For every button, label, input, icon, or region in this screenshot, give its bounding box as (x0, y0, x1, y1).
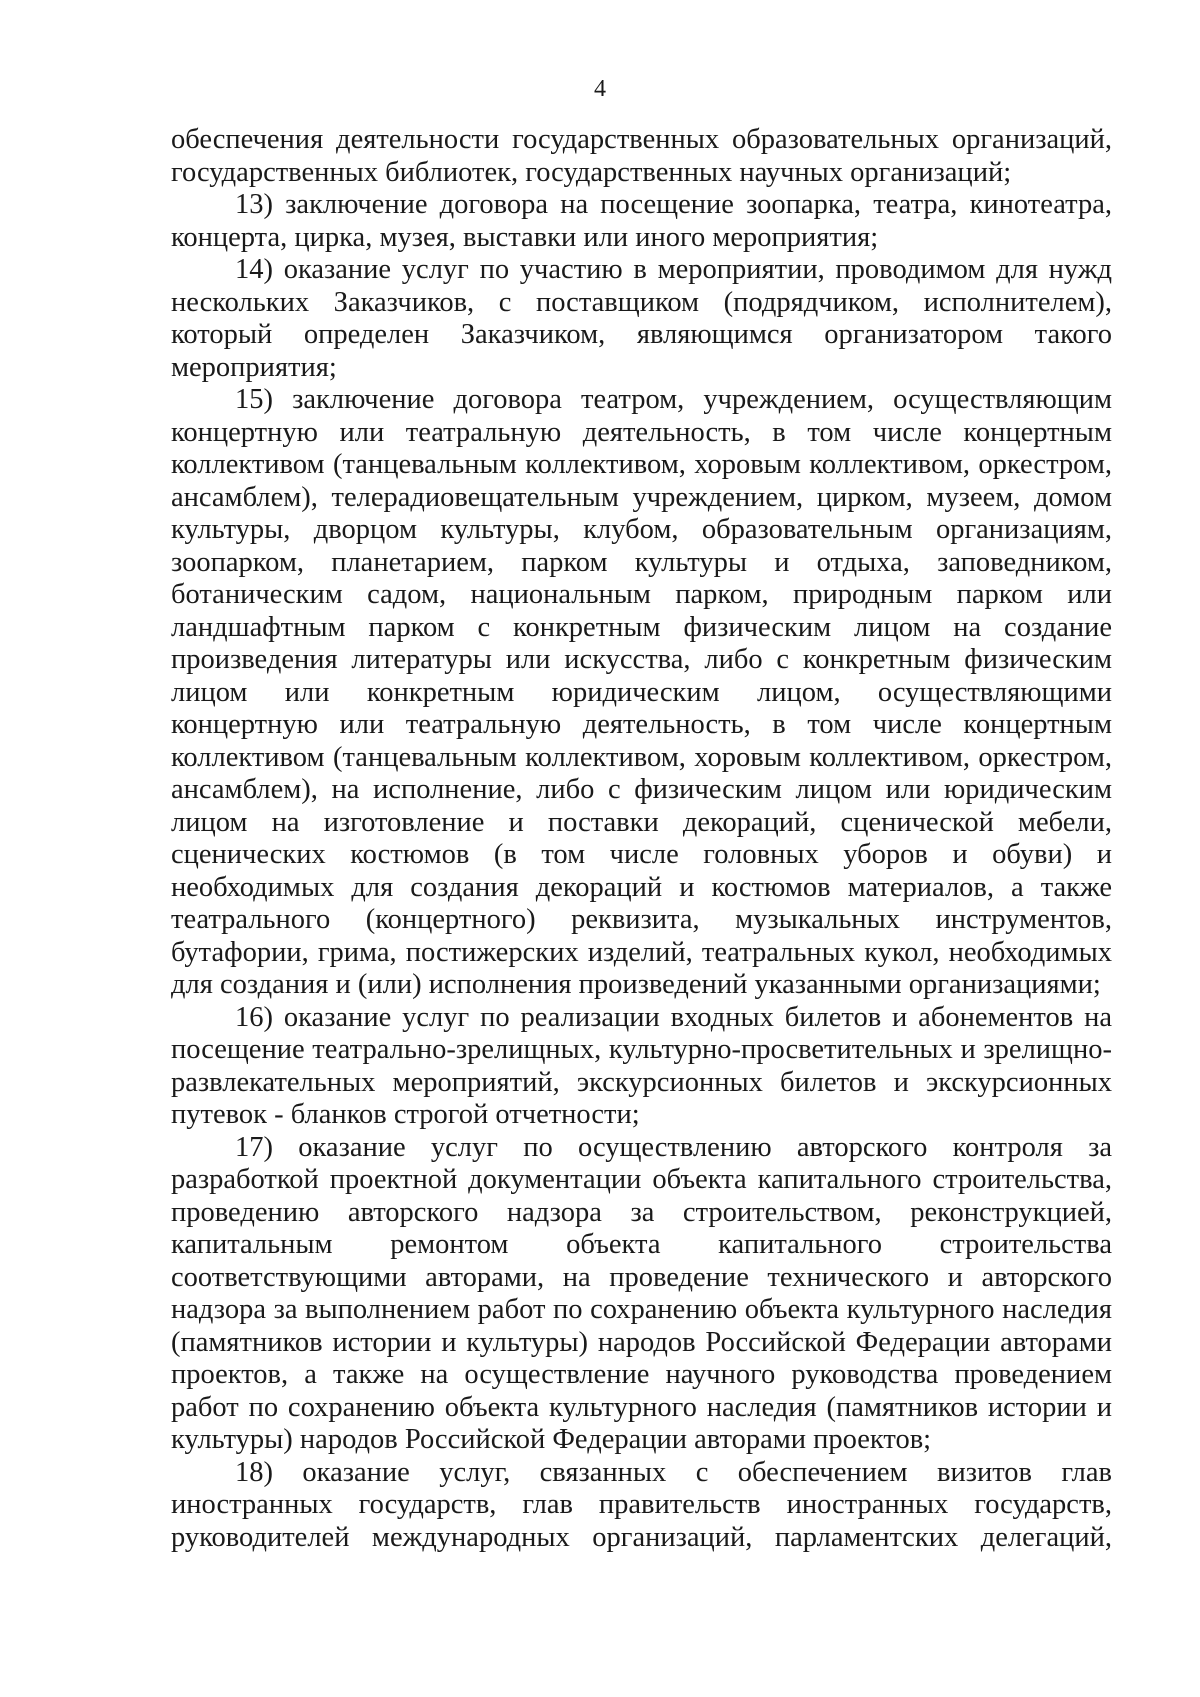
document-body (171, 124, 1112, 1554)
list-item-15: 15) заключение договора театром, учреждением, осуществляющим концертную или театральную деятельность, в том числе концертным коллективом (танцевальным коллективом, хоровым коллективом, оркестром, ансамблем), телерадиовещательным учреждением, цирком, музеем, домом культуры, дворцом культуры, клубом, образовательным организациям, зоопарком, планетарием, парком культуры и отдыха, заповедником, ботаническим садом, национальным парком, природным парком или ландшафтным парком с конкретным физическим лицом на создание произведения литературы или искусства, либо с конкретным физическим лицом или конкретным юридическим лицом, осуществляющими концертную или театральную деятельность, в том числе концертным коллективом (танцевальным коллективом, хоровым коллективом, оркестром, ансамблем), на исполнение, либо с физическим лицом или юридическим лицом на изготовление и поставки декораций, сценической мебели, сценических костюмов (в том числе головных уборов и обуви) и необходимых для создания декораций и костюмов материалов, а также театрального (концертного) реквизита, музыкальных инструментов, бутафории, грима, постижерских изделий, театральных кукол, необходимых для создания и (или) исполнения произведений указанными организациями; (171, 384, 1112, 1000)
list-item-13: 13) заключение договора на посещение зоопарка, театра, кинотеатра, концерта, цирка, музея, выставки или иного мероприятия; (171, 189, 1112, 253)
list-item-16: 16) оказание услуг по реализации входных билетов и абонементов на посещение театрально-зрелищных, культурно-просветительных и зрелищно-развлекательных мероприятий, экскурсионных билетов и экскурсионных путевок - бланков строгой отчетности; (171, 1001, 1112, 1130)
page-number: 4 (594, 76, 606, 102)
list-item-17: 17) оказание услуг по осуществлению авторского контроля за разработкой проектной документации объекта капитального строительства, проведению авторского надзора за строительством, реконструкцией, капитальным ремонтом объекта капитального строительства соответствующими авторами, на проведение технического и авторского надзора за выполнением работ по сохранению объекта культурного наследия (памятников истории и культуры) народов Российской Федерации авторами проектов, а также на осуществление научного руководства проведением работ по сохранению объекта культурного наследия (памятников истории и культуры) народов Российской Федерации авторами проектов; (171, 1131, 1112, 1455)
list-item-18: 18) оказание услуг, связанных с обеспечением визитов глав иностранных государств, глав правительств иностранных государств, руководителей международных организаций, парламентских делегаций, (171, 1456, 1112, 1553)
list-item-14: 14) оказание услуг по участию в мероприятии, проводимом для нужд нескольких Заказчиков, с поставщиком (подрядчиком, исполнителем), который определен Заказчиком, являющимся организатором такого мероприятия; (171, 254, 1112, 383)
paragraph-continuation: обеспечения деятельности государственных образовательных организаций, государственных библиотек, государственных научных организаций; (171, 124, 1112, 188)
